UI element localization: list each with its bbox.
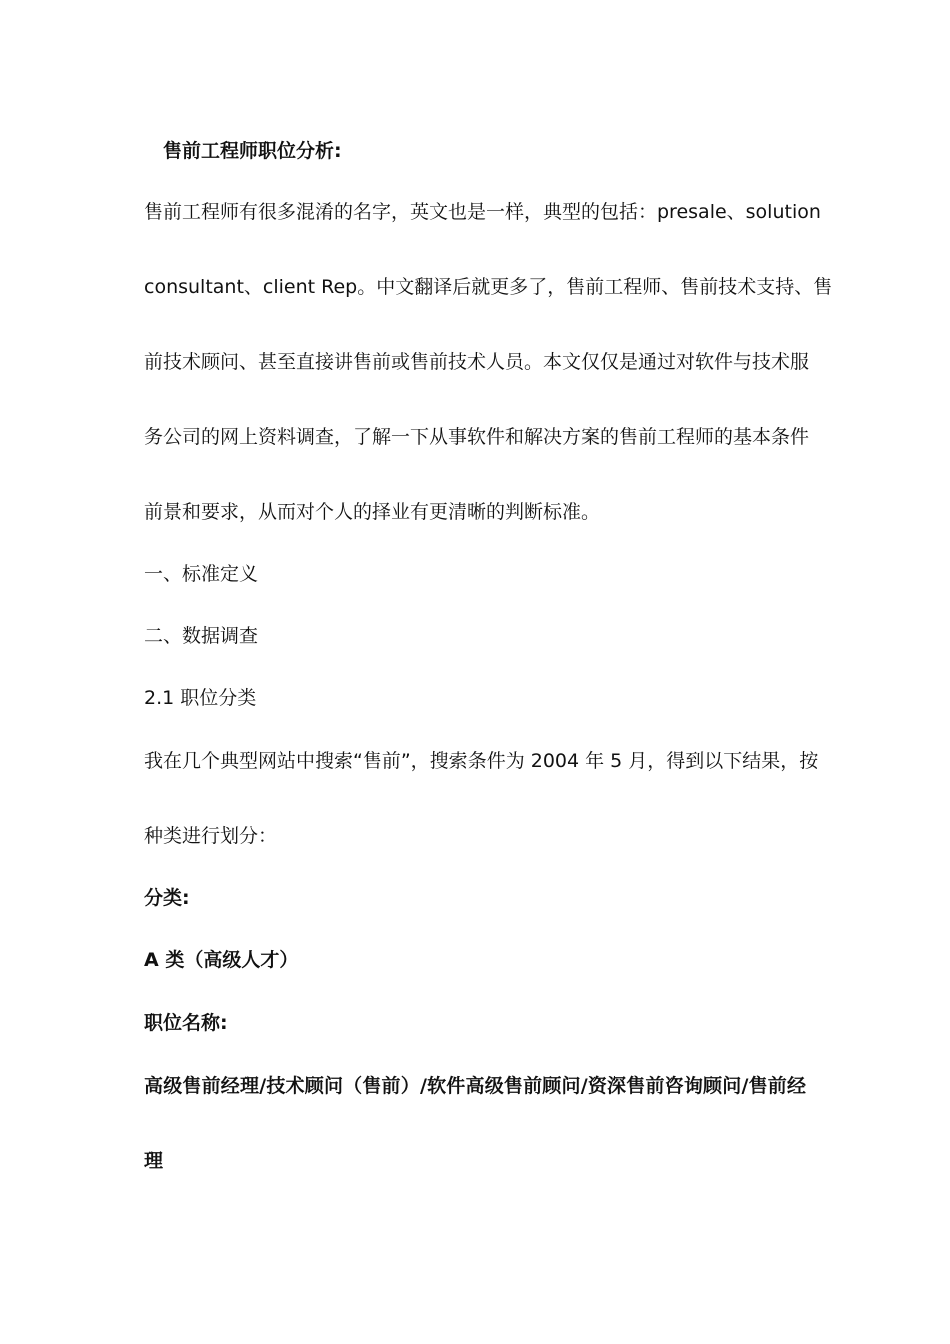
category-label: 分类: bbox=[144, 887, 190, 909]
section-heading-1: 一、标准定义 bbox=[144, 563, 259, 585]
search-line: 我在几个典型网站中搜索“售前”，搜索条件为 2004 年 5 月，得到以下结果，按 bbox=[144, 750, 819, 772]
intro-line: 务公司的网上资料调查，了解一下从事软件和解决方案的售前工程师的基本条件 bbox=[144, 426, 810, 448]
document-title: 售前工程师职位分析: bbox=[163, 140, 342, 162]
subsection-heading-2-1: 2.1 职位分类 bbox=[144, 687, 257, 709]
intro-line: consultant、client Rep。中文翻译后就更多了，售前工程师、售前技术支持、售 bbox=[144, 276, 833, 298]
intro-line: 售前工程师有很多混淆的名字，英文也是一样，典型的包括：presale、solution bbox=[144, 201, 821, 223]
search-line: 种类进行划分： bbox=[144, 825, 278, 847]
intro-line: 前技术顾问、甚至直接讲售前或售前技术人员。本文仅仅是通过对软件与技术服 bbox=[144, 351, 810, 373]
intro-line: 前景和要求，从而对个人的择业有更清晰的判断标准。 bbox=[144, 501, 601, 523]
position-names-line: 理 bbox=[144, 1150, 164, 1172]
position-label: 职位名称: bbox=[144, 1012, 228, 1034]
position-names-line: 高级售前经理/技术顾问（售前）/软件高级售前顾问/资深售前咨询顾问/售前经 bbox=[144, 1075, 806, 1097]
section-heading-2: 二、数据调查 bbox=[144, 625, 259, 647]
class-a-heading: A 类（高级人才） bbox=[144, 949, 299, 971]
